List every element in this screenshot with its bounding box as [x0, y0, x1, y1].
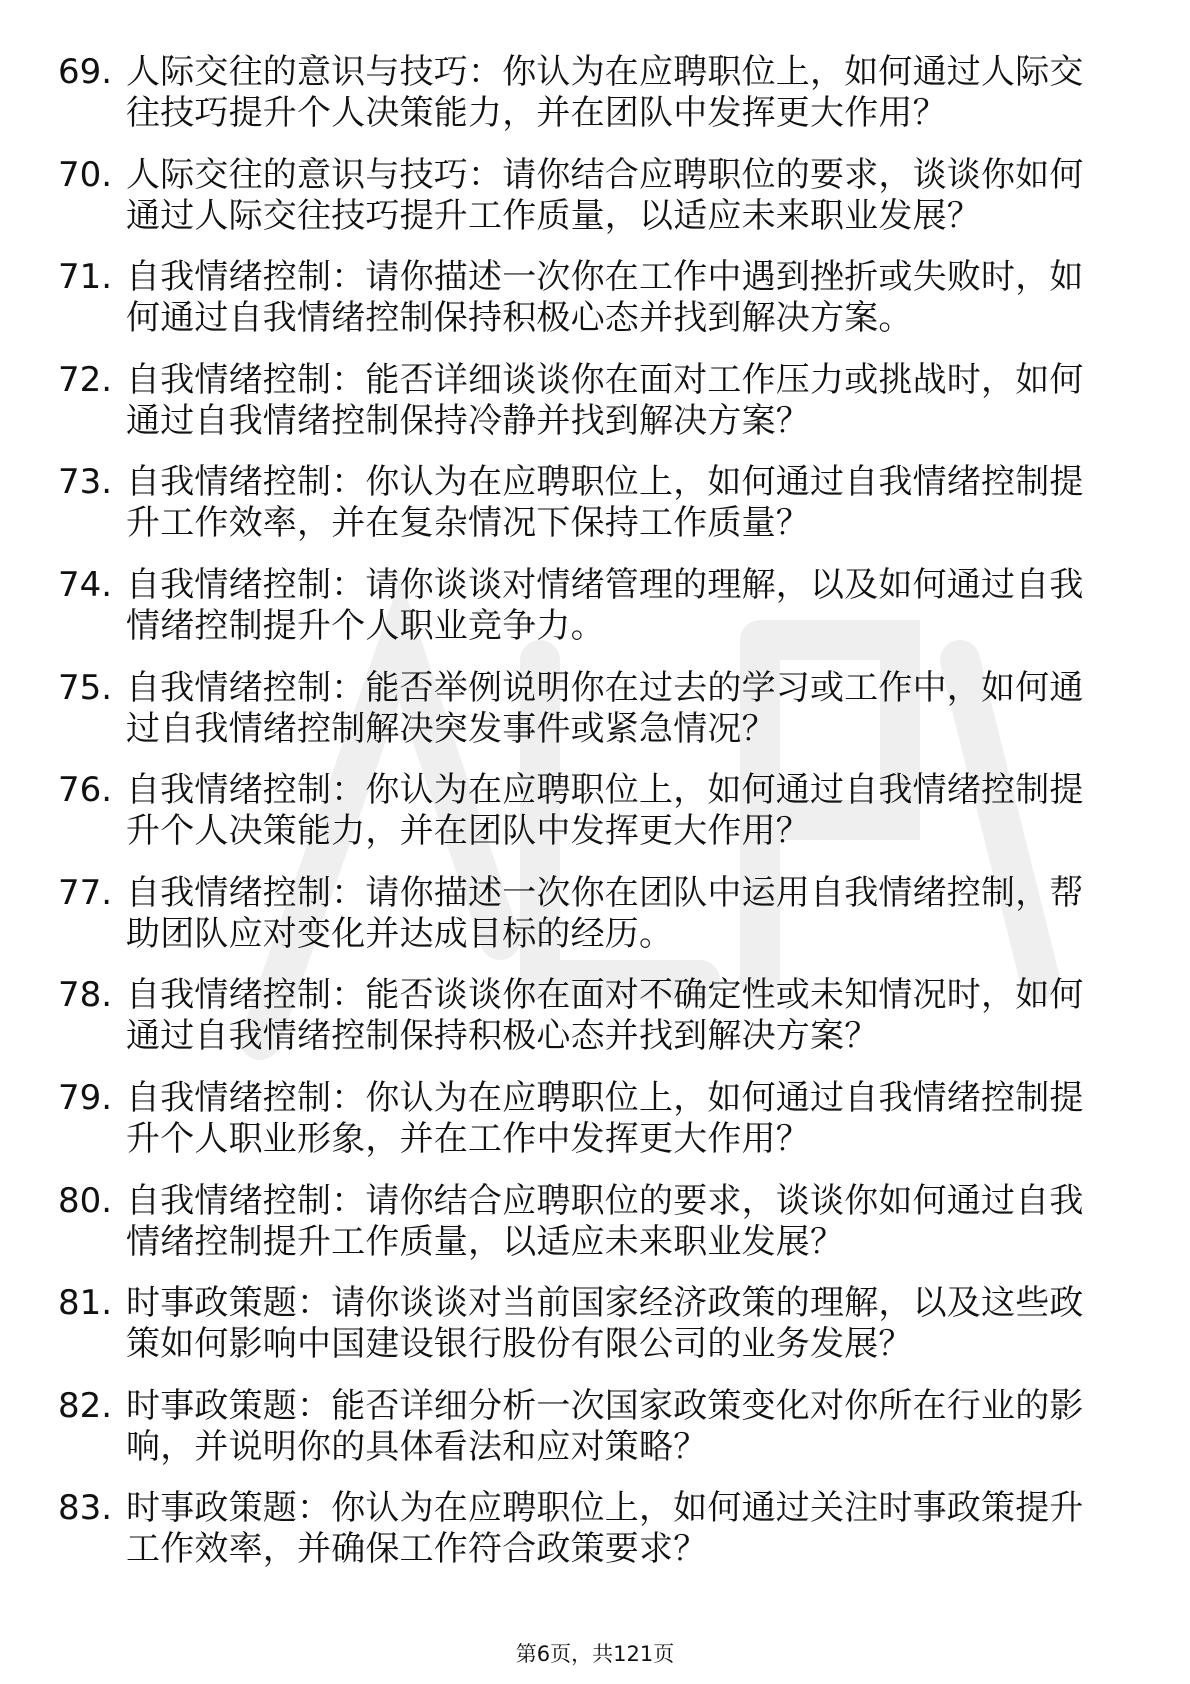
question-text: 自我情绪控制：请你描述一次你在工作中遇到挫折或失败时，如何通过自我情绪控制保持积极心态并找到解决方案。	[126, 257, 1084, 339]
question-item	[0, 462, 1190, 565]
question-item	[0, 873, 1190, 976]
question-text: 自我情绪控制：请你描述一次你在团队中运用自我情绪控制，帮助团队应对变化并达成目标的经历。	[126, 872, 1084, 954]
question-number: 79.	[58, 1077, 113, 1118]
page-footer: 第6页，共121页	[515, 1642, 675, 1666]
question-number: 71.	[58, 257, 113, 298]
question-item	[0, 1488, 1190, 1591]
question-list	[0, 52, 1190, 1591]
question-number: 69.	[58, 52, 113, 92]
question-item	[0, 1386, 1190, 1489]
question-number: 82.	[58, 1385, 113, 1426]
question-item	[0, 52, 1190, 155]
question-number: 70.	[58, 154, 113, 195]
question-text: 自我情绪控制：请你谈谈对情绪管理的理解，以及如何通过自我情绪控制提升个人职业竞争力。	[126, 564, 1084, 646]
question-text: 自我情绪控制：你认为在应聘职位上，如何通过自我情绪控制提升工作效率，并在复杂情况下保持工作质量？	[126, 462, 1084, 544]
question-text: 自我情绪控制：你认为在应聘职位上，如何通过自我情绪控制提升个人决策能力，并在团队中发挥更大作用？	[126, 770, 1084, 852]
question-text: 时事政策题：能否详细分析一次国家政策变化对你所在行业的影响，并说明你的具体看法和应对策略？	[126, 1385, 1084, 1467]
question-item	[0, 1283, 1190, 1386]
question-number: 72.	[58, 359, 113, 400]
question-number: 74.	[58, 564, 113, 605]
question-text: 自我情绪控制：请你结合应聘职位的要求，谈谈你如何通过自我情绪控制提升工作质量，以适应未来职业发展？	[126, 1180, 1084, 1262]
question-number: 77.	[58, 872, 113, 913]
question-number: 78.	[58, 975, 113, 1016]
question-item	[0, 155, 1190, 258]
question-text: 人际交往的意识与技巧：你认为在应聘职位上，如何通过人际交往技巧提升个人决策能力，并在团队中发挥更大作用？	[126, 52, 1084, 133]
question-item	[0, 668, 1190, 771]
question-text: 自我情绪控制：能否举例说明你在过去的学习或工作中，如何通过自我情绪控制解决突发事件或紧急情况？	[126, 667, 1084, 749]
question-text: 时事政策题：你认为在应聘职位上，如何通过关注时事政策提升工作效率，并确保工作符合政策要求？	[126, 1488, 1084, 1570]
question-text: 自我情绪控制：能否谈谈你在面对不确定性或未知情况时，如何通过自我情绪控制保持积极心态并找到解决方案？	[126, 975, 1084, 1057]
question-item	[0, 975, 1190, 1078]
question-number: 81.	[58, 1283, 113, 1324]
question-number: 73.	[58, 462, 113, 503]
question-text: 自我情绪控制：能否详细谈谈你在面对工作压力或挑战时，如何通过自我情绪控制保持冷静并找到解决方案？	[126, 359, 1084, 441]
question-number: 76.	[58, 770, 113, 811]
question-number: 80.	[58, 1180, 113, 1221]
question-item	[0, 257, 1190, 360]
question-text: 时事政策题：请你谈谈对当前国家经济政策的理解，以及这些政策如何影响中国建设银行股份有限公司的业务发展？	[126, 1283, 1084, 1365]
question-text: 自我情绪控制：你认为在应聘职位上，如何通过自我情绪控制提升个人职业形象，并在工作中发挥更大作用？	[126, 1077, 1084, 1159]
question-number: 83.	[58, 1488, 113, 1529]
question-item	[0, 770, 1190, 873]
question-text: 人际交往的意识与技巧：请你结合应聘职位的要求，谈谈你如何通过人际交往技巧提升工作质量，以适应未来职业发展？	[126, 154, 1084, 236]
question-item	[0, 1078, 1190, 1181]
question-number: 75.	[58, 667, 113, 708]
question-item	[0, 360, 1190, 463]
question-item	[0, 565, 1190, 668]
question-item	[0, 1181, 1190, 1284]
